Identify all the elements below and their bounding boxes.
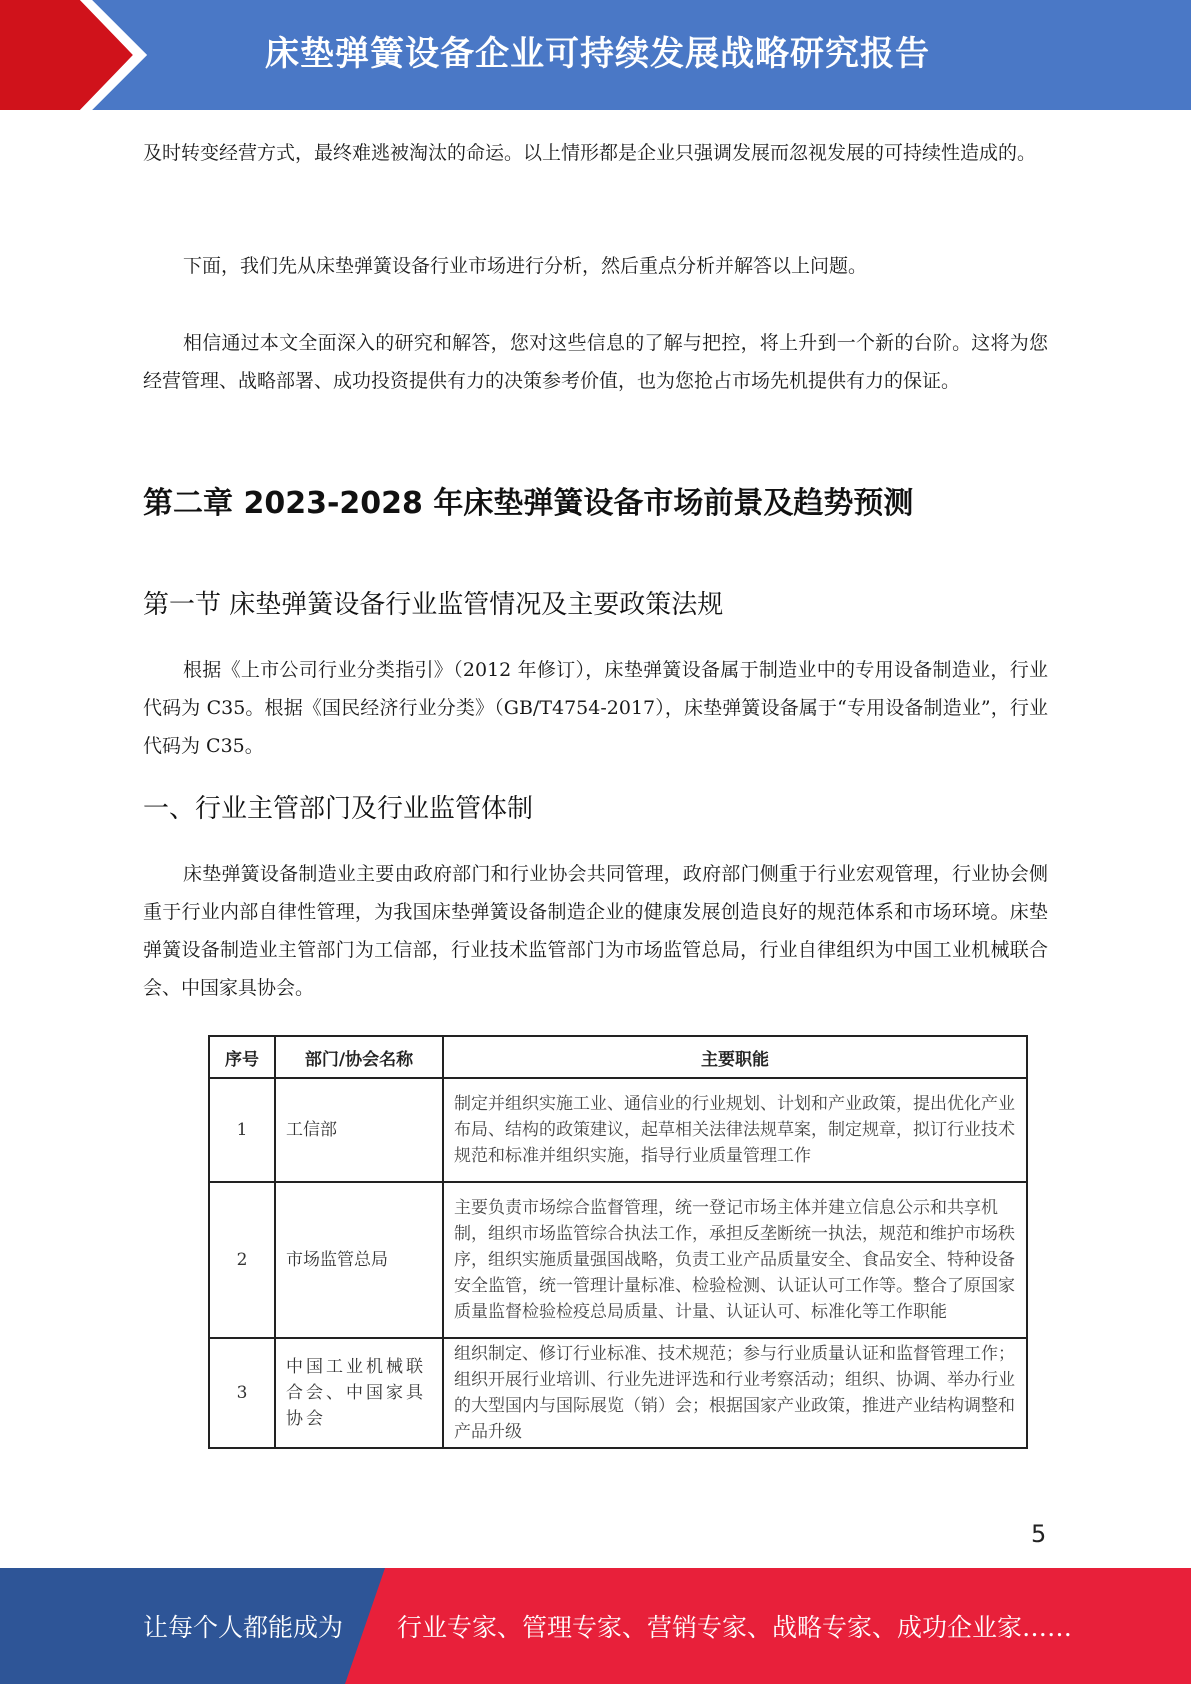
paragraph-regulation: 床垫弹簧设备制造业主要由政府部门和行业协会共同管理，政府部门侧重于行业宏观管理，行业协会侧重于行业内部自律性管理，为我国床垫弹簧设备制造企业的健康发展创造良好的规范体系和市场环境。床垫弹簧设备制造业主管部门为工信部，行业技术监管部门为市场监管总局，行业自律组织为中国工业机械联合会、中国家具协会。 xyxy=(143,863,1048,999)
chapter-heading: 第二章 2023-2028 年床垫弹簧设备市场前景及趋势预测 xyxy=(143,486,914,521)
paragraph-value: 相信通过本文全面深入的研究和解答，您对这些信息的了解与把控，将上升到一个新的台阶。这将为您经营管理、战略部署、成功投资提供有力的决策参考价值，也为您抢占市场先机提供有力的保证。 xyxy=(143,332,1048,392)
table-header-row xyxy=(209,1036,1027,1078)
table-row xyxy=(209,1078,1027,1182)
table-header-cell: 主要职能 xyxy=(443,1036,1027,1078)
page-header xyxy=(0,0,1191,110)
report-title: 床垫弹簧设备企业可持续发展战略研究报告 xyxy=(265,34,930,74)
row-number: 3 xyxy=(209,1338,275,1448)
row-number: 2 xyxy=(209,1182,275,1338)
regulator-table xyxy=(208,1035,1028,1449)
department-duty: 主要负责市场综合监督管理，统一登记市场主体并建立信息公示和共享机制，组织市场监管综合执法工作，承担反垄断统一执法，规范和维护市场秩序，组织实施质量强国战略，负责工业产品质量安全、食品安全、特种设备安全监管，统一管理计量标准、检验检测、认证认可工作等。整合了原国家质量监督检验检疫总局质量、计量、认证认可、标准化等工作职能 xyxy=(443,1182,1027,1338)
table-header-cell: 部门/协会名称 xyxy=(275,1036,443,1078)
department-duty: 制定并组织实施工业、通信业的行业规划、计划和产业政策，提出优化产业布局、结构的政策建议，起草相关法律法规草案，制定规章，拟订行业技术规范和标准并组织实施，指导行业质量管理工作 xyxy=(443,1078,1027,1182)
table-header-cell: 序号 xyxy=(209,1036,275,1078)
table-row xyxy=(209,1338,1027,1448)
department-duty: 组织制定、修订行业标准、技术规范；参与行业质量认证和监督管理工作；组织开展行业培训、行业先进评选和行业考察活动；组织、协调、举办行业的大型国内与国际展览（销）会；根据国家产业政策，推进产业结构调整和产品升级 xyxy=(443,1338,1027,1448)
footer-slogan-left: 让每个人都能成为 xyxy=(143,1613,344,1642)
paragraph-intro-end: 及时转变经营方式，最终难逃被淘汰的命运。以上情形都是企业只强调发展而忽视发展的可持续性造成的。 xyxy=(143,142,1037,164)
header-chevron-decoration xyxy=(0,0,150,110)
paragraph-analysis-plan: 下面，我们先从床垫弹簧设备行业市场进行分析，然后重点分析并解答以上问题。 xyxy=(183,255,868,277)
department-name: 市场监管总局 xyxy=(275,1182,443,1338)
department-name: 工信部 xyxy=(275,1078,443,1182)
page-number: 5 xyxy=(1031,1520,1047,1548)
table-row xyxy=(209,1182,1027,1338)
page-footer xyxy=(0,1568,1191,1684)
footer-slogan-right: 行业专家、管理专家、营销专家、战略专家、成功企业家…… xyxy=(397,1613,1073,1642)
paragraph-classification: 根据《上市公司行业分类指引》（2012 年修订），床垫弹簧设备属于制造业中的专用设备制造业，行业代码为 C35。根据《国民经济行业分类》（GB/T4754-2017），床垫弹簧设备属于“专用设备制造业”，行业代码为 C35。 xyxy=(143,659,1048,757)
subsection-heading: 一、行业主管部门及行业监管体制 xyxy=(143,794,534,824)
department-name: 中国工业机械联合会、中国家具协会 xyxy=(275,1338,443,1448)
row-number: 1 xyxy=(209,1078,275,1182)
section-heading: 第一节 床垫弹簧设备行业监管情况及主要政策法规 xyxy=(143,590,724,620)
